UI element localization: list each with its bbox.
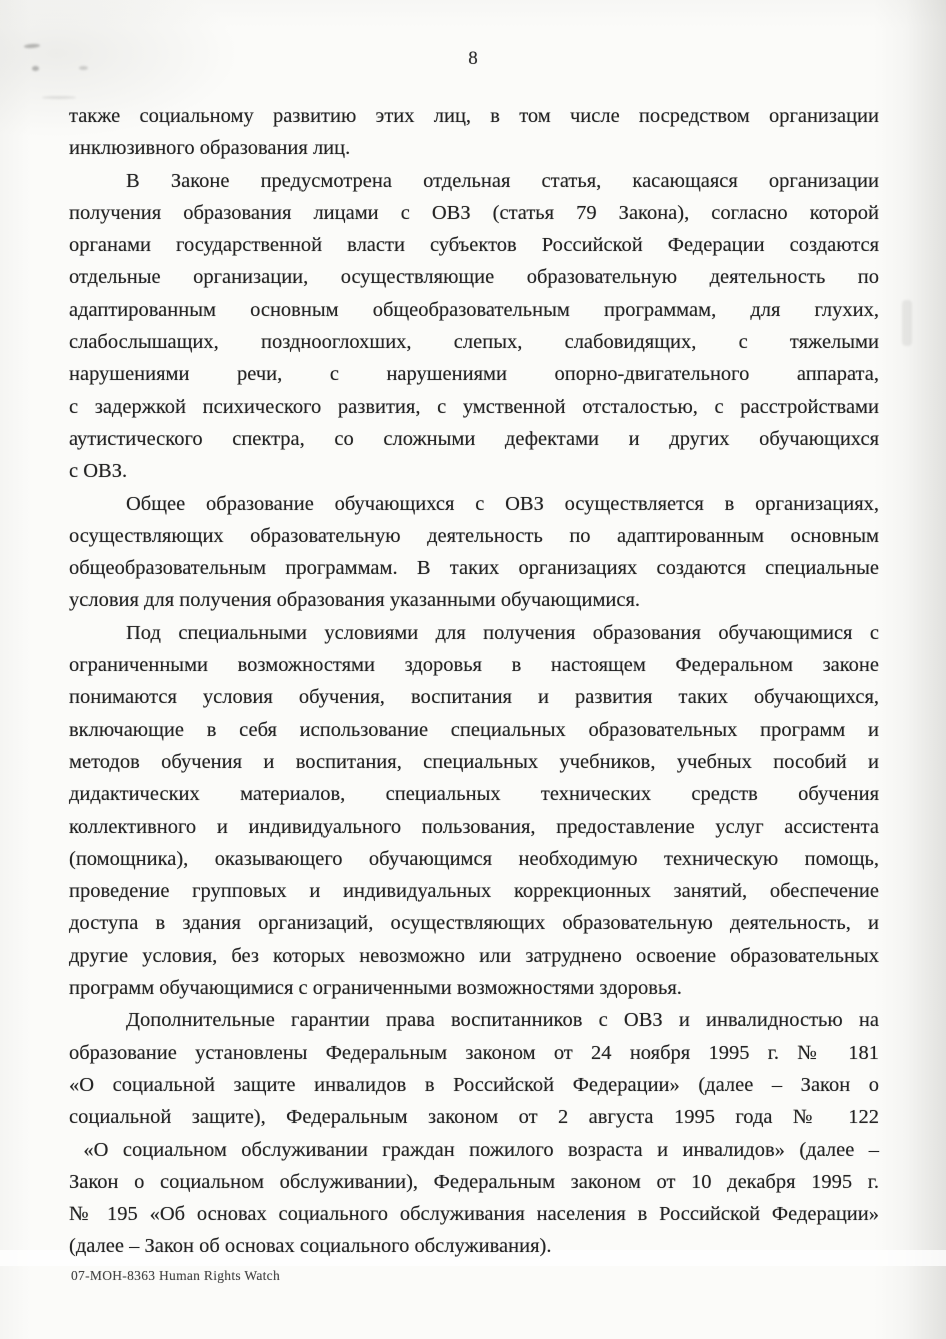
text-line: с задержкой психического развития, с умственной отсталостью, с расстройствами	[69, 395, 879, 418]
scan-artifact	[42, 96, 76, 99]
text-line: инклюзивного образования лиц.	[69, 137, 351, 160]
text-line: нарушениями речи, с нарушениями опорно-двигательного аппарата,	[69, 363, 879, 386]
text-line: программ обучающимися с ограниченными возможностями здоровья.	[69, 977, 682, 1000]
text-line: № 195 «Об основах социального обслуживания населения в Российской Федерации»	[69, 1203, 879, 1226]
text-line: доступа в здания организаций, осуществляющих образовательную деятельность, и	[69, 912, 879, 935]
text-line: адаптированным основным общеобразовательным программам, для глухих,	[69, 298, 879, 321]
page-number: 8	[468, 48, 478, 69]
text-line: (далее – Закон об основах социального обслуживания).	[69, 1235, 552, 1258]
text-line: Дополнительные гарантии права воспитанников с ОВЗ и инвалидностью на	[126, 1009, 879, 1032]
text-line: (помощника), оказывающего обучающимся необходимую техническую помощь,	[69, 847, 879, 870]
text-line: В Законе предусмотрена отдельная статья, касающаяся организации	[126, 169, 879, 192]
text-line: органами государственной власти субъектов Российской Федерации создаются	[69, 234, 879, 257]
text-line: получения образования лицами с ОВЗ (статья 79 Закона), согласно которой	[69, 201, 879, 224]
text-line: Закон о социальном обслуживании), Федеральным законом от 10 декабря 1995 г.	[69, 1170, 879, 1193]
text-line: коллективного и индивидуального пользования, предоставление услуг ассистента	[69, 815, 879, 838]
text-line: Общее образование обучающихся с ОВЗ осуществляется в организациях,	[126, 492, 879, 515]
text-line: общеобразовательным программам. В таких организациях создаются специальные	[69, 557, 879, 580]
text-line: включающие в себя использование специальных образовательных программ и	[69, 718, 879, 741]
text-line: Под специальными условиями для получения образования обучающимися с	[126, 621, 879, 644]
text-line: также социальному развитию этих лиц, в том числе посредством организации	[69, 105, 879, 127]
text-line: отдельные организации, осуществляющие образовательную деятельность по	[69, 266, 879, 289]
text-line: методов обучения и воспитания, специальных учебников, учебных пособий и	[69, 750, 879, 773]
text-line: понимаются условия обучения, воспитания и развития таких обучающихся,	[69, 686, 879, 709]
text-line: ограниченными возможностями здоровья в настоящем Федеральном законе	[69, 654, 879, 677]
text-line: аутистического спектра, со сложными дефектами и других обучающихся	[69, 427, 879, 450]
text-line: социальной защите), Федеральным законом от 2 августа 1995 года № 122	[69, 1106, 879, 1129]
text-line: с ОВЗ.	[69, 460, 128, 483]
text-line: дидактических материалов, специальных технических средств обучения	[69, 783, 879, 806]
footer-stamp: 07-MOH-8363 Human Rights Watch	[71, 1268, 281, 1283]
text-line: осуществляющих образовательную деятельность по адаптированным основным	[69, 524, 879, 547]
document-body	[69, 100, 879, 1263]
text-line: проведение групповых и индивидуальных коррекционных занятий, обеспечение	[69, 880, 879, 903]
text-line: другие условия, без которых невозможно или затруднено освоение образовательных	[69, 944, 879, 967]
text-line: «О социальной защите инвалидов в Российской Федерации» (далее – Закон о	[69, 1073, 879, 1096]
text-line: слабослышащих, позднооглохших, слепых, слабовидящих, с тяжелыми	[69, 331, 879, 354]
text-line: «О социальном обслуживании граждан пожилого возраста и инвалидов» (далее –	[69, 1138, 879, 1161]
scan-artifact	[902, 300, 912, 346]
text-line: образование установлены Федеральным законом от 24 ноября 1995 г. № 181	[69, 1041, 879, 1064]
text-line: условия для получения образования указанными обучающимися.	[69, 589, 641, 612]
